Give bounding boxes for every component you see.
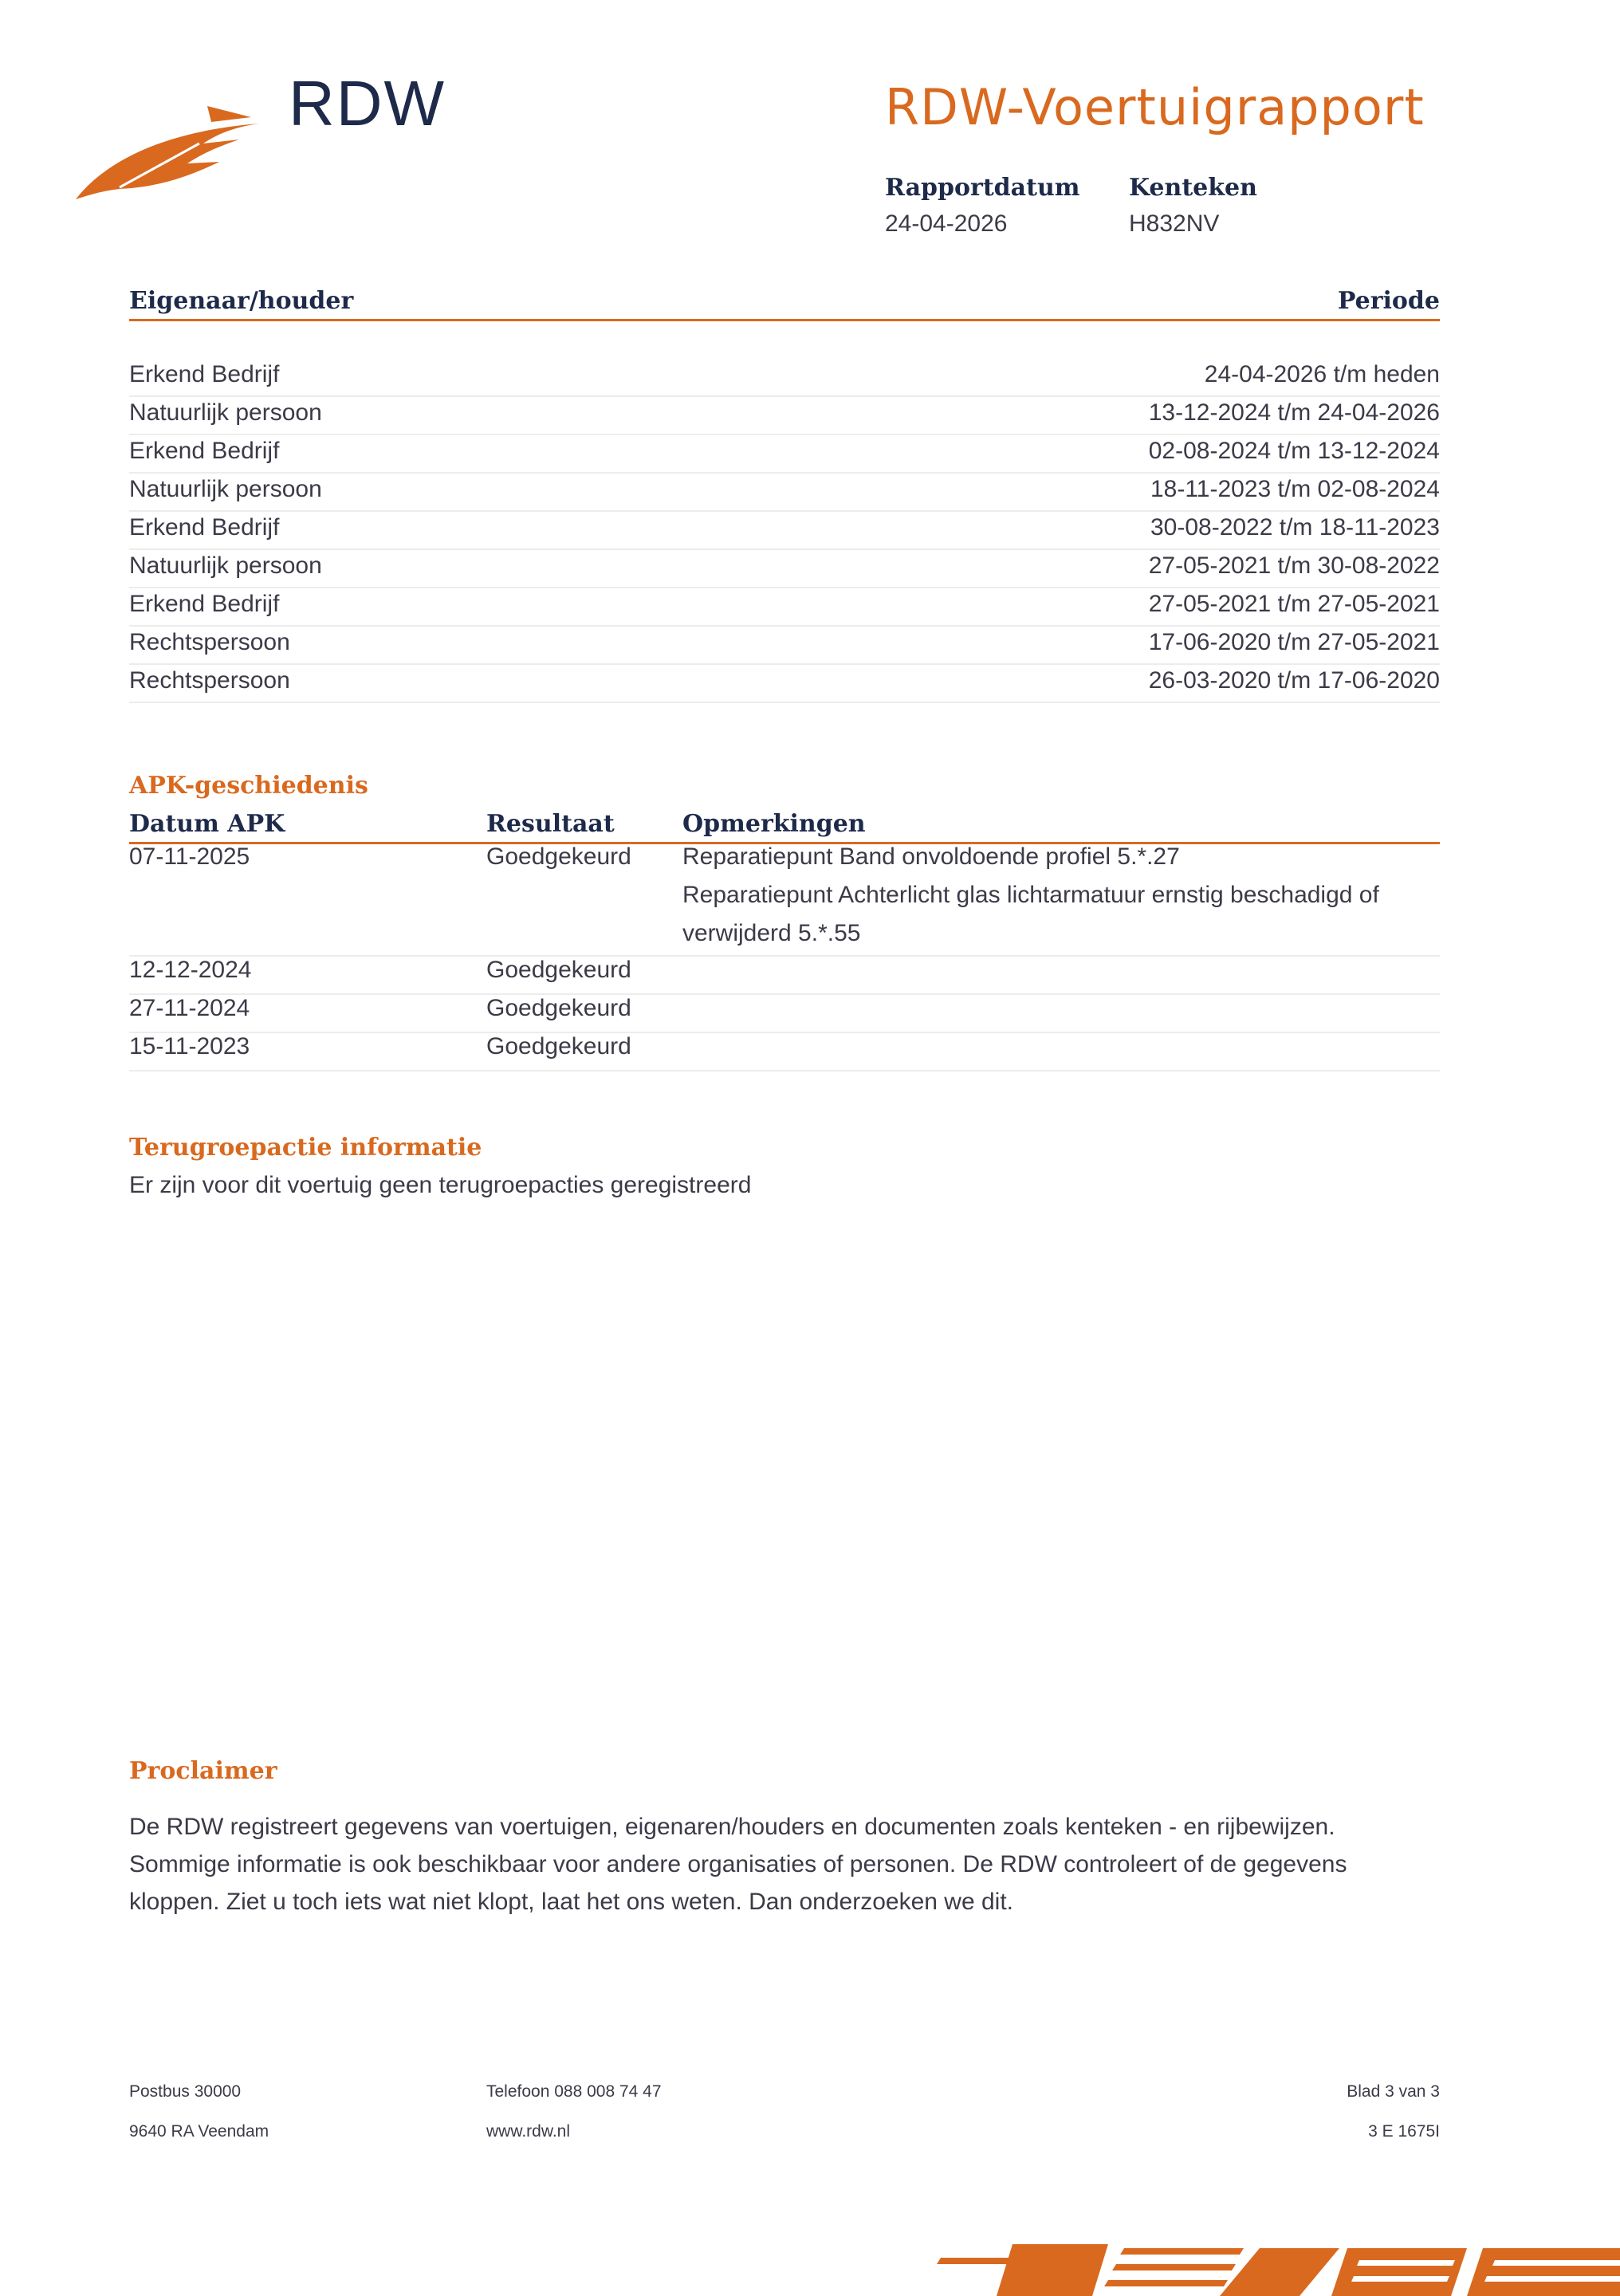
period-column-header: Periode <box>1337 287 1440 315</box>
owner-cell: Erkend Bedrijf <box>129 514 280 541</box>
owner-cell: Rechtspersoon <box>129 629 290 655</box>
row-divider <box>129 395 1440 397</box>
apk-date-cell: 27-11-2024 <box>129 995 250 1021</box>
kenteken-label: Kenteken <box>1129 174 1257 202</box>
row-divider <box>129 955 1440 957</box>
logo-text: RDW <box>289 68 446 139</box>
apk-remark-line: Reparatiepunt Achterlicht glas lichtarmatuur ernstig beschadigd of <box>682 882 1379 908</box>
apk-date-header: Datum APK <box>129 810 285 838</box>
owner-cell: Erkend Bedrijf <box>129 438 280 464</box>
row-divider <box>129 434 1440 435</box>
owner-cell: Natuurlijk persoon <box>129 476 322 502</box>
period-cell: 30-08-2022 t/m 18-11-2023 <box>1150 514 1440 541</box>
apk-result-cell: Goedgekeurd <box>486 1033 631 1060</box>
row-divider <box>129 1032 1440 1033</box>
row-divider <box>129 510 1440 512</box>
period-cell: 13-12-2024 t/m 24-04-2026 <box>1148 399 1440 426</box>
apk-date-cell: 15-11-2023 <box>129 1033 250 1060</box>
row-divider <box>129 472 1440 474</box>
period-cell: 18-11-2023 t/m 02-08-2024 <box>1150 476 1440 502</box>
period-cell: 27-05-2021 t/m 27-05-2021 <box>1148 591 1440 617</box>
period-cell: 24-04-2026 t/m heden <box>1204 361 1440 387</box>
row-divider <box>129 1070 1440 1071</box>
footer-page-number: Blad 3 van 3 <box>1347 2082 1440 2101</box>
owner-cell: Natuurlijk persoon <box>129 399 322 426</box>
recall-section-title: Terugroepactie informatie <box>129 1134 482 1162</box>
proclaimer-title: Proclaimer <box>129 1757 277 1785</box>
kenteken-value: H832NV <box>1129 210 1220 237</box>
owner-column-header: Eigenaar/houder <box>129 287 354 315</box>
footer-city: 9640 RA Veendam <box>129 2122 269 2141</box>
footer-phone: Telefoon 088 008 74 47 <box>486 2082 662 2101</box>
report-title: RDW-Voertuigrapport <box>885 78 1425 136</box>
apk-date-cell: 12-12-2024 <box>129 957 252 983</box>
apk-section-title: APK-geschiedenis <box>129 772 368 800</box>
rapportdatum-value: 24-04-2026 <box>885 210 1008 237</box>
speed-stripes-graphic-icon <box>925 2216 1620 2296</box>
period-cell: 02-08-2024 t/m 13-12-2024 <box>1148 438 1440 464</box>
apk-result-cell: Goedgekeurd <box>486 995 631 1021</box>
period-cell: 26-03-2020 t/m 17-06-2020 <box>1148 667 1440 694</box>
period-cell: 17-06-2020 t/m 27-05-2021 <box>1148 629 1440 655</box>
apk-remark-line: Reparatiepunt Band onvoldoende profiel 5.*.27 <box>682 843 1180 870</box>
proclaimer-line: De RDW registreert gegevens van voertuigen, eigenaren/houders en documenten zoals kenteken - en rijbewijzen. <box>129 1814 1335 1840</box>
footer-postbus: Postbus 30000 <box>129 2082 242 2101</box>
row-divider <box>129 663 1440 665</box>
apk-remarks-header: Opmerkingen <box>682 810 866 838</box>
rdw-logo-icon <box>72 100 263 203</box>
apk-remark-line: verwijderd 5.*.55 <box>682 920 861 946</box>
owners-header-rule <box>129 319 1440 321</box>
apk-result-cell: Goedgekeurd <box>486 843 631 870</box>
row-divider <box>129 702 1440 703</box>
owner-cell: Erkend Bedrijf <box>129 591 280 617</box>
footer-website-link[interactable]: www.rdw.nl <box>486 2122 571 2141</box>
period-cell: 27-05-2021 t/m 30-08-2022 <box>1148 552 1440 579</box>
owner-cell: Natuurlijk persoon <box>129 552 322 579</box>
proclaimer-line: Sommige informatie is ook beschikbaar voor andere organisaties of personen. De RDW controleert of de gegevens <box>129 1851 1347 1877</box>
row-divider <box>129 993 1440 995</box>
row-divider <box>129 548 1440 550</box>
owner-cell: Erkend Bedrijf <box>129 361 280 387</box>
row-divider <box>129 587 1440 588</box>
owner-cell: Rechtspersoon <box>129 667 290 694</box>
recall-text: Er zijn voor dit voertuig geen terugroepacties geregistreerd <box>129 1172 752 1198</box>
proclaimer-line: kloppen. Ziet u toch iets wat niet klopt, laat het ons weten. Dan onderzoeken we dit. <box>129 1889 1013 1915</box>
apk-result-cell: Goedgekeurd <box>486 957 631 983</box>
footer-code: 3 E 1675I <box>1368 2122 1440 2141</box>
apk-date-cell: 07-11-2025 <box>129 843 250 870</box>
apk-result-header: Resultaat <box>486 810 615 838</box>
rapportdatum-label: Rapportdatum <box>885 174 1080 202</box>
row-divider <box>129 625 1440 627</box>
